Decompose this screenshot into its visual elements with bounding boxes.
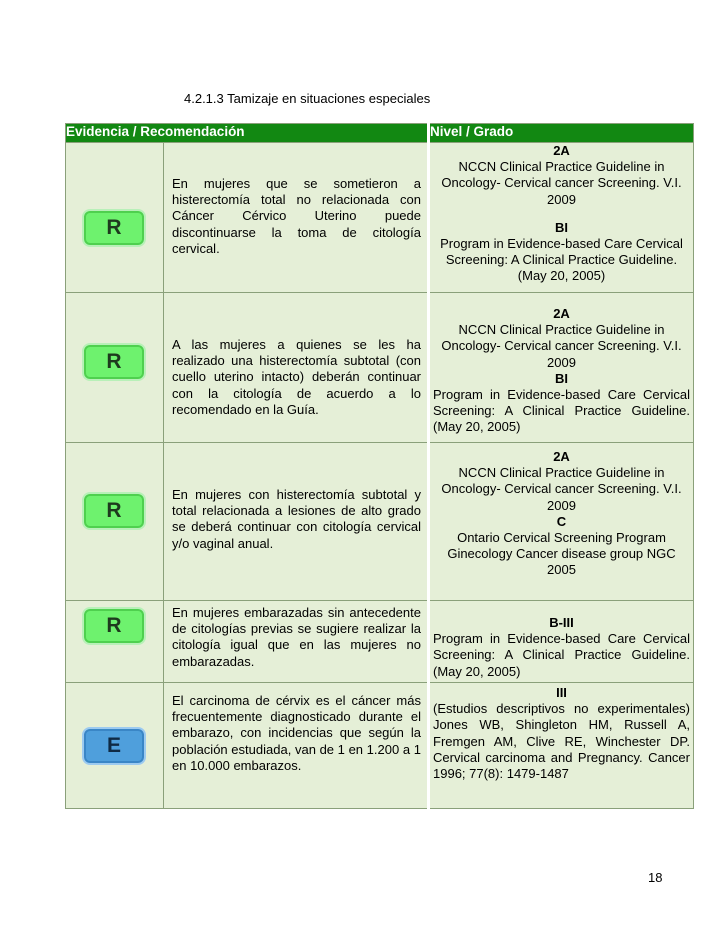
level-source: Ontario Cervical Screening Program Ginecology Cancer disease group NGC 2005 — [447, 530, 676, 578]
recommendation-cell — [164, 683, 429, 809]
table-header-row — [66, 124, 694, 143]
level-source: Program in Evidence-based Care Cervical Screening: A Clinical Practice Guideline. (May 20, 2005) — [433, 631, 690, 679]
recommendation-cell — [164, 143, 429, 293]
level-cell — [429, 293, 694, 443]
badge-cell — [66, 143, 164, 293]
recommendation-badge: R — [82, 209, 146, 247]
grade-label: BI — [555, 370, 568, 386]
recommendation-cell — [164, 293, 429, 443]
level-source: (Estudios descriptivos no experimentales) Jones WB, Shingleton HM, Russell A, Fremgen AM, Clive RE, Winchester DP. Cervical carcinoma and Pregnancy. Cancer 1996; 77(8): 1479-1487 — [433, 701, 690, 782]
level-block — [430, 601, 693, 680]
recommendation-text: En mujeres que se sometieron a histerectomía total no relacionada con Cáncer Cérvico Uterino puede discontinuarse la toma de citología cervical. — [172, 176, 421, 256]
grade-label: BI — [555, 219, 568, 235]
level-cell — [429, 601, 694, 683]
grade-label: C — [556, 513, 567, 529]
recommendation-text: A las mujeres a quienes se les ha realizado una histerectomía subtotal (con cuello uterino intacto) deberán continuar con la citología de acuerdo a lo recomendado en la Guía. — [172, 337, 421, 417]
table-row — [66, 143, 694, 293]
badge-cell — [66, 293, 164, 443]
level-block — [430, 293, 693, 436]
evidence-badge: E — [82, 727, 146, 765]
table-row — [66, 601, 694, 683]
level-source: NCCN Clinical Practice Guideline in Oncology- Cervical cancer Screening. V.I. 2009 — [441, 322, 682, 370]
level-source: NCCN Clinical Practice Guideline in Oncology- Cervical cancer Screening. V.I. 2009 — [441, 159, 682, 207]
section-title: 4.2.1.3 Tamizaje en situaciones especiales — [184, 91, 431, 106]
table-row — [66, 293, 694, 443]
recommendation-badge: R — [82, 492, 146, 530]
badge-cell — [66, 443, 164, 601]
recommendation-cell — [164, 601, 429, 683]
table-row — [66, 683, 694, 809]
level-cell — [429, 443, 694, 601]
recommendation-cell — [164, 443, 429, 601]
level-cell — [429, 143, 694, 293]
level-source: Program in Evidence-based Care Cervical Screening: A Clinical Practice Guideline. (May 20, 2005) — [440, 236, 683, 284]
recommendation-text: En mujeres con histerectomía subtotal y total relacionada a lesiones de alto grado se deberá continuar con citología cervical y/o vaginal anual. — [172, 487, 421, 551]
grade-label: 2A — [553, 143, 570, 158]
level-cell — [429, 683, 694, 809]
page-number: 18 — [648, 870, 663, 885]
grade-label: B-III — [549, 615, 574, 630]
level-block — [430, 683, 693, 782]
level-source: NCCN Clinical Practice Guideline in Oncology- Cervical cancer Screening. V.I. 2009 — [441, 465, 682, 513]
level-block — [430, 143, 693, 285]
level-source: Program in Evidence-based Care Cervical Screening: A Clinical Practice Guideline. (May 20, 2005) — [433, 387, 690, 435]
recommendation-text: El carcinoma de cérvix es el cáncer más frecuentemente diagnosticado durante el embarazo, con incidencias que según la población estudiada, van de 1 en 1.200 a 1 en 10.000 embarazos. — [172, 693, 421, 773]
grade-label: III — [556, 685, 567, 700]
level-block — [430, 443, 693, 579]
badge-cell — [66, 683, 164, 809]
grade-label: 2A — [553, 449, 570, 464]
header-evidence: Evidencia / Recomendación — [66, 124, 429, 143]
recommendation-badge: R — [82, 343, 146, 381]
evidence-table — [65, 123, 694, 809]
header-level: Nivel / Grado — [429, 124, 694, 143]
recommendation-text: En mujeres embarazadas sin antecedente de citologías previas se sugiere realizar la citología igual que en las mujeres no embarazadas. — [172, 605, 421, 669]
badge-cell — [66, 601, 164, 683]
recommendation-badge: R — [82, 607, 146, 645]
table-row — [66, 443, 694, 601]
grade-label: 2A — [553, 306, 570, 321]
